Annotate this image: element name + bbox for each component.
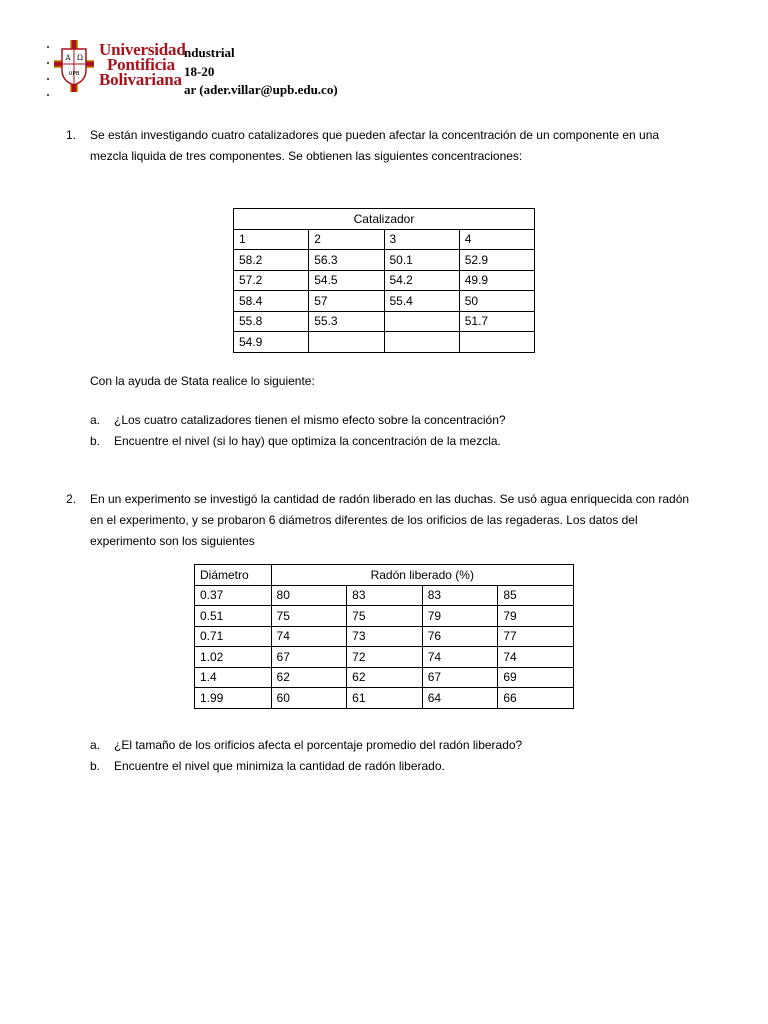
table-row	[195, 606, 574, 627]
table-cell: 75	[271, 606, 347, 627]
table-cell: 55.4	[384, 291, 459, 312]
table-row	[195, 647, 574, 668]
table-cell: 58.4	[234, 291, 309, 312]
table-cell: 50	[459, 291, 534, 312]
wordmark-line-3: Bolivariana	[99, 70, 182, 89]
table-cell	[309, 332, 384, 353]
table-cell	[384, 311, 459, 332]
header-line-1: ndustrial	[184, 45, 235, 60]
shield-omega: Ω	[77, 54, 83, 62]
table-cell: 57	[309, 291, 384, 312]
university-shield-icon	[54, 40, 94, 92]
table-cell: 75	[347, 606, 423, 627]
table-cell: 72	[347, 647, 423, 668]
column-header: 2	[309, 229, 384, 250]
table-cell: 83	[347, 585, 423, 606]
question-1-line-2: mezcla liquida de tres componentes. Se obtienen las siguientes concentraciones:	[90, 149, 523, 163]
catalyst-table-title: Catalizador	[234, 209, 535, 230]
question-1-text	[90, 125, 659, 167]
table-cell: 0.71	[195, 626, 272, 647]
table-cell: 79	[422, 606, 498, 627]
question-2-number: 2.	[66, 492, 77, 506]
wordmark-line-2: Pontificia	[107, 55, 175, 74]
question-2-line-1: En un experimento se investigó la cantidad de radón liberado en las duchas. Se usó agua enriquecida con radón	[90, 492, 690, 506]
item-text: ¿El tamaño de los orificios afecta el porcentaje promedio del radón liberado?	[114, 738, 523, 752]
table-row	[234, 311, 535, 332]
table-cell: 55.8	[234, 311, 309, 332]
table-row	[234, 270, 535, 291]
radon-table	[194, 564, 574, 709]
table-cell: 66	[498, 688, 574, 709]
table-cell: 51.7	[459, 311, 534, 332]
question-2-line-2: en el experimento, y se probaron 6 diámetros diferentes de los orificios de las regaderas. Los datos del	[90, 513, 638, 527]
diameter-header: Diámetro	[195, 565, 272, 586]
table-row	[195, 585, 574, 606]
table-cell: 73	[347, 626, 423, 647]
table-cell: 76	[422, 626, 498, 647]
header-line-3: ar (ader.villar@upb.edu.co)	[184, 82, 338, 97]
table-cell: 54.5	[309, 270, 384, 291]
table-cell: 1.4	[195, 667, 272, 688]
table-cell: 83	[422, 585, 498, 606]
table-cell: 1.02	[195, 647, 272, 668]
table-cell: 79	[498, 606, 574, 627]
table-cell: 85	[498, 585, 574, 606]
catalyst-table	[233, 208, 535, 353]
shield-upb: UPB	[68, 71, 80, 77]
table-row	[234, 291, 535, 312]
table-cell: 52.9	[459, 250, 534, 271]
table-header-row	[234, 229, 535, 250]
shield-alpha: A	[65, 54, 71, 62]
question-1-number: 1.	[66, 128, 77, 142]
question-2-line-3: experimento son los siguientes	[90, 534, 255, 548]
column-header: 1	[234, 229, 309, 250]
table-row	[195, 626, 574, 647]
table-cell: 62	[271, 667, 347, 688]
table-cell: 80	[271, 585, 347, 606]
table-cell: 60	[271, 688, 347, 709]
header-line-2: 18-20	[184, 64, 215, 79]
table-cell: 54.9	[234, 332, 309, 353]
item-label: b.	[90, 759, 101, 773]
table-cell: 55.3	[309, 311, 384, 332]
table-cell: 49.9	[459, 270, 534, 291]
column-header: 4	[459, 229, 534, 250]
table-header-row	[195, 565, 574, 586]
question-2-text	[90, 489, 689, 552]
table-cell: 58.2	[234, 250, 309, 271]
question-1-instruction: Con la ayuda de Stata realice lo siguiente:	[90, 374, 315, 388]
margin-dots	[46, 44, 50, 96]
table-cell: 62	[347, 667, 423, 688]
table-cell: 67	[422, 667, 498, 688]
table-cell: 0.51	[195, 606, 272, 627]
item-label: b.	[90, 434, 101, 448]
table-row	[234, 250, 535, 271]
item-label: a.	[90, 413, 101, 427]
table-cell: 0.37	[195, 585, 272, 606]
table-cell: 67	[271, 647, 347, 668]
table-cell: 69	[498, 667, 574, 688]
item-text: Encuentre el nivel que minimiza la cantidad de radón liberado.	[114, 759, 445, 773]
table-row	[195, 667, 574, 688]
table-cell	[459, 332, 534, 353]
table-cell: 77	[498, 626, 574, 647]
table-cell: 74	[422, 647, 498, 668]
table-cell	[384, 332, 459, 353]
table-cell: 64	[422, 688, 498, 709]
radon-header: Radón liberado (%)	[271, 565, 573, 586]
column-header: 3	[384, 229, 459, 250]
item-text: Encuentre el nivel (si lo hay) que optimiza la concentración de la mezcla.	[114, 434, 501, 448]
wordmark-line-1: Universidad	[99, 40, 186, 59]
table-cell: 57.2	[234, 270, 309, 291]
table-cell: 74	[271, 626, 347, 647]
item-label: a.	[90, 738, 101, 752]
table-cell: 50.1	[384, 250, 459, 271]
question-1-line-1: Se están investigando cuatro catalizadores que pueden afectar la concentración de un componente en una	[90, 128, 660, 142]
table-row	[195, 688, 574, 709]
table-cell: 1.99	[195, 688, 272, 709]
university-wordmark	[99, 42, 186, 87]
table-cell: 74	[498, 647, 574, 668]
table-row	[234, 332, 535, 353]
table-cell: 54.2	[384, 270, 459, 291]
table-cell: 61	[347, 688, 423, 709]
table-cell: 56.3	[309, 250, 384, 271]
page-header	[46, 38, 466, 98]
item-text: ¿Los cuatro catalizadores tienen el mismo efecto sobre la concentración?	[114, 413, 506, 427]
